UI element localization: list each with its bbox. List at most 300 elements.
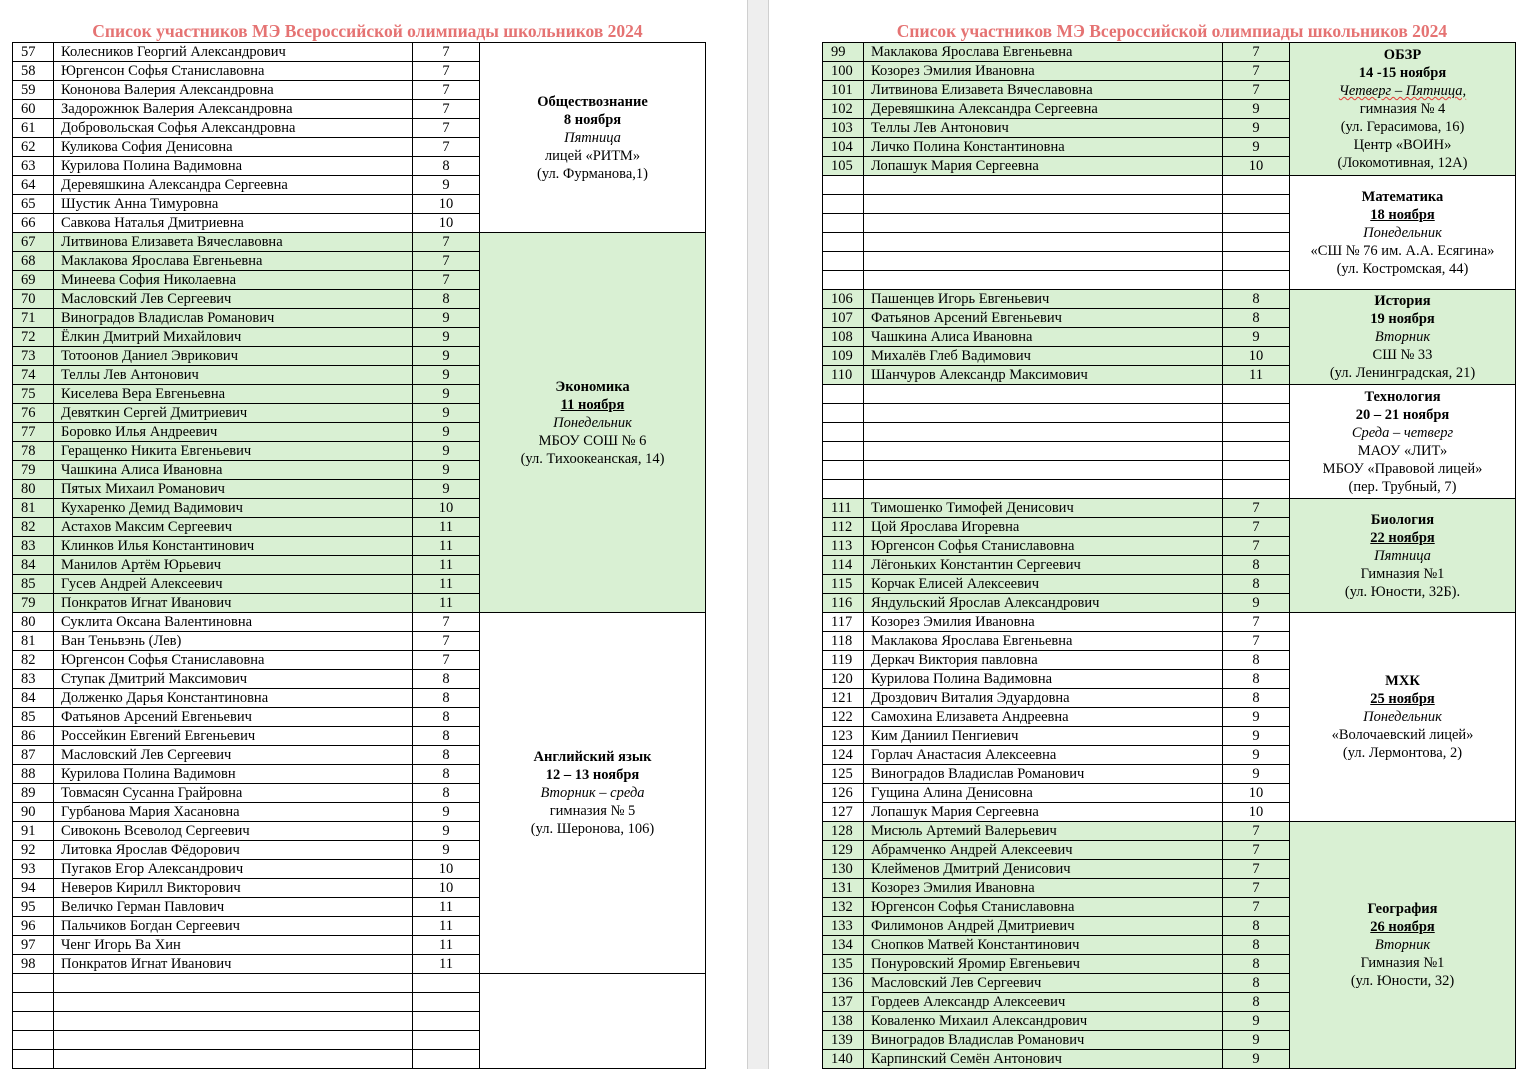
row-number: 59 (13, 81, 54, 100)
row-number: 80 (13, 480, 54, 499)
grade: 7 (413, 81, 480, 100)
olympiad-info-line: Вторник – среда (540, 785, 645, 801)
grade: 7 (413, 252, 480, 271)
table-row (13, 233, 706, 252)
olympiad-info-line: 12 – 13 ноября (545, 767, 640, 783)
grade: 9 (413, 347, 480, 366)
grade (1223, 404, 1290, 423)
row-number: 62 (13, 138, 54, 157)
row-number: 103 (823, 119, 864, 138)
participant-name: Маклакова Ярослава Евгеньевна (54, 252, 413, 271)
row-number: 80 (13, 613, 54, 632)
participant-name: Девяткин Сергей Дмитриевич (54, 404, 413, 423)
olympiad-info-line: (ул. Тихоокеанская, 14) (520, 450, 665, 467)
participant-name: Суклита Оксана Валентиновна (54, 613, 413, 632)
olympiad-info-line: (ул. Герасимова, 16) (1340, 119, 1465, 135)
olympiad-info-line: Технология (1364, 388, 1441, 405)
row-number: 98 (13, 955, 54, 974)
participant-name (864, 423, 1223, 442)
row-number (823, 480, 864, 499)
participant-name: Козорез Эмилия Ивановна (864, 879, 1223, 898)
grade (1223, 423, 1290, 442)
participant-name (864, 271, 1223, 290)
participant-name: Россейкин Евгений Евгеньевич (54, 727, 413, 746)
grade: 8 (413, 708, 480, 727)
grade: 10 (413, 214, 480, 233)
row-number: 83 (13, 537, 54, 556)
row-number (823, 423, 864, 442)
participant-name: Чашкина Алиса Ивановна (54, 461, 413, 480)
table-row (823, 613, 1516, 632)
olympiad-info-line: 8 ноября (563, 111, 622, 128)
grade: 9 (1223, 594, 1290, 613)
row-number (823, 461, 864, 480)
row-number: 94 (13, 879, 54, 898)
row-number: 76 (13, 404, 54, 423)
row-number: 72 (13, 328, 54, 347)
olympiad-info-line: (ул. Юности, 32) (1350, 973, 1455, 989)
participants-table-right (822, 42, 1516, 1069)
participant-name: Понкратов Игнат Иванович (54, 594, 413, 613)
row-number: 92 (13, 841, 54, 860)
grade: 9 (413, 385, 480, 404)
row-number: 82 (13, 651, 54, 670)
participant-name: Горлач Анастасия Алексеевна (864, 746, 1223, 765)
row-number: 83 (13, 670, 54, 689)
page-gutter (747, 0, 769, 1069)
row-number: 67 (13, 233, 54, 252)
participant-name: Козорез Эмилия Ивановна (864, 62, 1223, 81)
row-number (823, 214, 864, 233)
participant-name: Геращенко Никита Евгеньевич (54, 442, 413, 461)
grade (1223, 480, 1290, 499)
participant-name (864, 480, 1223, 499)
participant-name: Кононова Валерия Александровна (54, 81, 413, 100)
row-number: 128 (823, 822, 864, 841)
row-number: 99 (823, 43, 864, 62)
grade: 8 (1223, 974, 1290, 993)
participant-name: Понуровский Яромир Евгеньевич (864, 955, 1223, 974)
participant-name: Деревяшкина Александра Сергеевна (54, 176, 413, 195)
row-number (823, 233, 864, 252)
row-number: 100 (823, 62, 864, 81)
participant-name: Юргенсон Софья Станиславовна (864, 537, 1223, 556)
participant-name: Виноградов Владислав Романович (864, 765, 1223, 784)
row-number (13, 993, 54, 1012)
participant-name: Козорез Эмилия Ивановна (864, 613, 1223, 632)
olympiad-info-line: 19 ноября (1370, 311, 1435, 327)
grade: 9 (1223, 1031, 1290, 1050)
grade (413, 993, 480, 1012)
grade: 9 (1223, 328, 1290, 347)
olympiad-info-line: География (1367, 901, 1438, 917)
row-number: 58 (13, 62, 54, 81)
grade: 8 (413, 157, 480, 176)
row-number: 105 (823, 157, 864, 176)
grade: 10 (413, 879, 480, 898)
olympiad-info-line: (ул. Костромская, 44) (1336, 260, 1469, 277)
grade: 7 (1223, 632, 1290, 651)
participant-name: Кухаренко Демид Вадимович (54, 499, 413, 518)
olympiad-info-line: Четверг – Пятница, (1338, 83, 1467, 99)
olympiad-info-line: гимназия № 4 (1359, 101, 1446, 117)
row-number: 139 (823, 1031, 864, 1050)
olympiad-info-line: (пер. Трубный, 7) (1348, 478, 1457, 495)
participant-name (54, 1031, 413, 1050)
row-number: 127 (823, 803, 864, 822)
row-number: 82 (13, 518, 54, 537)
grade: 8 (413, 746, 480, 765)
table-row (823, 176, 1516, 195)
row-number: 119 (823, 651, 864, 670)
grade: 7 (1223, 43, 1290, 62)
grade: 11 (413, 936, 480, 955)
grade (1223, 461, 1290, 480)
row-number: 66 (13, 214, 54, 233)
olympiad-info-line: 18 ноября (1370, 206, 1435, 223)
row-number (13, 1050, 54, 1069)
row-number: 131 (823, 879, 864, 898)
page-title-right: Список участников МЭ Всероссийской олимпиады школьников 2024 (896, 21, 1448, 41)
grade: 9 (413, 366, 480, 385)
row-number: 88 (13, 765, 54, 784)
olympiad-info-line: Гимназия №1 (1360, 955, 1445, 971)
row-number: 84 (13, 556, 54, 575)
table-row (823, 43, 1516, 62)
participant-name: Боровко Илья Андреевич (54, 423, 413, 442)
olympiad-info-line: Биология (1370, 511, 1435, 528)
grade (1223, 271, 1290, 290)
participant-name: Куликова София Денисовна (54, 138, 413, 157)
participant-name: Неверов Кирилл Викторович (54, 879, 413, 898)
row-number: 126 (823, 784, 864, 803)
participant-name: Маклакова Ярослава Евгеньевна (864, 632, 1223, 651)
participant-name (864, 461, 1223, 480)
grade: 7 (1223, 822, 1290, 841)
participant-name: Самохина Елизавета Андреевна (864, 708, 1223, 727)
olympiad-info (480, 974, 706, 1069)
row-number: 69 (13, 271, 54, 290)
olympiad-info (1290, 385, 1516, 499)
participant-name: Личко Полина Константиновна (864, 138, 1223, 157)
row-number: 71 (13, 309, 54, 328)
row-number: 110 (823, 366, 864, 385)
participant-name: Киселева Вера Евгеньевна (54, 385, 413, 404)
grade: 8 (413, 727, 480, 746)
row-number: 118 (823, 632, 864, 651)
row-number: 57 (13, 43, 54, 62)
participant-name: Цой Ярослава Игоревна (864, 518, 1223, 537)
participant-name: Юргенсон Софья Станиславовна (54, 651, 413, 670)
olympiad-info-line: МБОУ «Правовой лицей» (1322, 460, 1483, 477)
participant-name: Литовка Ярослав Фёдорович (54, 841, 413, 860)
participant-name: Корчак Елисей Алексеевич (864, 575, 1223, 594)
table-row (823, 822, 1516, 841)
grade: 7 (1223, 860, 1290, 879)
participant-name (54, 974, 413, 993)
participant-name: Маклакова Ярослава Евгеньевна (864, 43, 1223, 62)
row-number: 65 (13, 195, 54, 214)
grade (1223, 385, 1290, 404)
olympiad-info-line: (ул. Юности, 32Б). (1344, 583, 1461, 600)
grade: 9 (1223, 1012, 1290, 1031)
row-number (823, 271, 864, 290)
olympiad-info-line: Центр «ВОИН» (1353, 137, 1452, 153)
grade: 10 (1223, 157, 1290, 176)
participant-name: Гордеев Александр Алексеевич (864, 993, 1223, 1012)
page-title: Список участников МЭ Всероссийской олимпиады школьников 2024 (92, 21, 643, 41)
olympiad-info-line: (ул. Фурманова,1) (537, 165, 648, 182)
participant-name: Гурбанова Мария Хасановна (54, 803, 413, 822)
participant-name: Понкратов Игнат Иванович (54, 955, 413, 974)
olympiad-info-line: СШ № 33 (1372, 347, 1433, 363)
row-number: 97 (13, 936, 54, 955)
row-number: 117 (823, 613, 864, 632)
row-number: 73 (13, 347, 54, 366)
row-number: 122 (823, 708, 864, 727)
olympiad-info-line: 22 ноября (1370, 529, 1435, 546)
participant-name: Лопашук Мария Сергеевна (864, 157, 1223, 176)
grade: 9 (413, 176, 480, 195)
grade: 10 (413, 499, 480, 518)
row-number: 85 (13, 708, 54, 727)
row-number (823, 252, 864, 271)
grade: 9 (413, 480, 480, 499)
grade: 9 (413, 328, 480, 347)
participant-name: Астахов Максим Сергеевич (54, 518, 413, 537)
grade: 9 (413, 442, 480, 461)
participant-name: Яндульский Ярослав Александрович (864, 594, 1223, 613)
grade: 11 (413, 917, 480, 936)
grade: 7 (1223, 879, 1290, 898)
olympiad-info-line: (ул. Шеронова, 106) (530, 821, 655, 837)
grade: 10 (1223, 347, 1290, 366)
grade (413, 1031, 480, 1050)
participant-name (864, 404, 1223, 423)
row-number: 107 (823, 309, 864, 328)
grade (1223, 214, 1290, 233)
grade: 7 (413, 651, 480, 670)
grade (1223, 442, 1290, 461)
participant-name: Виноградов Владислав Романович (54, 309, 413, 328)
row-number: 108 (823, 328, 864, 347)
participant-name: Фатьянов Арсений Евгеньевич (54, 708, 413, 727)
row-number (13, 974, 54, 993)
grade: 7 (1223, 537, 1290, 556)
grade: 8 (413, 670, 480, 689)
participant-name (864, 442, 1223, 461)
grade: 8 (413, 290, 480, 309)
row-number: 60 (13, 100, 54, 119)
row-number: 74 (13, 366, 54, 385)
olympiad-info-line: 14 -15 ноября (1358, 65, 1447, 81)
row-number (823, 176, 864, 195)
row-number: 123 (823, 727, 864, 746)
grade: 11 (413, 594, 480, 613)
participant-name: Лёгоньких Константин Сергеевич (864, 556, 1223, 575)
participant-name: Литвинова Елизавета Вячеславовна (864, 81, 1223, 100)
grade: 8 (1223, 309, 1290, 328)
participant-name: Масловский Лев Сергеевич (54, 746, 413, 765)
row-number: 79 (13, 594, 54, 613)
olympiad-info-line: Среда – четверг (1351, 424, 1454, 441)
grade: 8 (1223, 993, 1290, 1012)
grade: 10 (1223, 803, 1290, 822)
row-number: 64 (13, 176, 54, 195)
grade (413, 1050, 480, 1069)
row-number (823, 404, 864, 423)
grade: 9 (1223, 138, 1290, 157)
grade: 7 (1223, 81, 1290, 100)
row-number: 114 (823, 556, 864, 575)
row-number: 95 (13, 898, 54, 917)
olympiad-info-line: лицей «РИТМ» (544, 147, 641, 164)
grade: 9 (413, 404, 480, 423)
participant-name: Дроздович Виталия Эдуардовна (864, 689, 1223, 708)
participant-name: Гусев Андрей Алексеевич (54, 575, 413, 594)
participant-name: Долженко Дарья Константиновна (54, 689, 413, 708)
olympiad-info-line: Английский язык (533, 749, 652, 765)
row-number: 111 (823, 499, 864, 518)
participant-name (864, 252, 1223, 271)
row-number: 84 (13, 689, 54, 708)
participant-name: Ступак Дмитрий Максимович (54, 670, 413, 689)
row-number: 132 (823, 898, 864, 917)
grade: 7 (413, 138, 480, 157)
grade: 11 (413, 898, 480, 917)
grade: 8 (413, 689, 480, 708)
participant-name: Тотоонов Даниел Эврикович (54, 347, 413, 366)
olympiad-info (1290, 290, 1516, 385)
participant-name: Пугаков Егор Александрович (54, 860, 413, 879)
participant-name: Сивоконь Всеволод Сергеевич (54, 822, 413, 841)
row-number: 75 (13, 385, 54, 404)
grade: 8 (1223, 290, 1290, 309)
row-number: 115 (823, 575, 864, 594)
participant-name: Шустик Анна Тимуровна (54, 195, 413, 214)
olympiad-info-line: Экономика (555, 378, 630, 395)
grade: 7 (413, 632, 480, 651)
participant-name (864, 176, 1223, 195)
grade: 9 (413, 423, 480, 442)
row-number: 87 (13, 746, 54, 765)
participant-name: Фатьянов Арсений Евгеньевич (864, 309, 1223, 328)
row-number: 124 (823, 746, 864, 765)
participant-name: Мисюль Артемий Валерьевич (864, 822, 1223, 841)
grade: 7 (413, 43, 480, 62)
grade: 11 (413, 556, 480, 575)
table-row (823, 499, 1516, 518)
row-number: 129 (823, 841, 864, 860)
olympiad-info (1290, 499, 1516, 613)
participant-name: Теллы Лев Антонович (54, 366, 413, 385)
olympiad-info-line: Пятница (1374, 547, 1431, 564)
grade (413, 974, 480, 993)
row-number (13, 1031, 54, 1050)
grade: 10 (413, 195, 480, 214)
row-number (823, 385, 864, 404)
olympiad-info-line: МХК (1385, 673, 1420, 689)
grade: 9 (413, 803, 480, 822)
participant-name: Тимошенко Тимофей Денисович (864, 499, 1223, 518)
participant-name: Масловский Лев Сергеевич (54, 290, 413, 309)
row-number: 140 (823, 1050, 864, 1069)
grade: 11 (413, 537, 480, 556)
olympiad-info-line: 25 ноября (1370, 691, 1435, 707)
participant-name: Задорожнюк Валерия Александровна (54, 100, 413, 119)
grade: 9 (1223, 100, 1290, 119)
row-number: 102 (823, 100, 864, 119)
olympiad-info (480, 43, 706, 233)
participant-name: Пальчиков Богдан Сергеевич (54, 917, 413, 936)
olympiad-info-line: Математика (1361, 188, 1444, 205)
grade: 7 (413, 613, 480, 632)
participant-name: Курилова Полина Вадимовна (54, 157, 413, 176)
olympiad-info (1290, 176, 1516, 290)
grade: 11 (413, 518, 480, 537)
grade: 9 (413, 461, 480, 480)
grade: 7 (1223, 841, 1290, 860)
row-number: 78 (13, 442, 54, 461)
olympiad-info (480, 613, 706, 974)
grade: 7 (1223, 518, 1290, 537)
participant-name: Абрамченко Андрей Алексеевич (864, 841, 1223, 860)
grade: 11 (1223, 366, 1290, 385)
olympiad-info-line: Понедельник (1363, 224, 1442, 241)
row-number (823, 442, 864, 461)
grade (1223, 195, 1290, 214)
row-number: 85 (13, 575, 54, 594)
row-number: 89 (13, 784, 54, 803)
participant-name: Савкова Наталья Дмитриевна (54, 214, 413, 233)
grade: 9 (1223, 119, 1290, 138)
row-number: 113 (823, 537, 864, 556)
participant-name: Виноградов Владислав Романович (864, 1031, 1223, 1050)
table-row (13, 43, 706, 62)
grade: 7 (413, 233, 480, 252)
grade: 9 (1223, 708, 1290, 727)
row-number: 116 (823, 594, 864, 613)
olympiad-info (1290, 613, 1516, 822)
olympiad-info-line: (ул. Ленинградская, 21) (1329, 365, 1476, 381)
grade (1223, 176, 1290, 195)
grade: 7 (1223, 62, 1290, 81)
row-number: 130 (823, 860, 864, 879)
olympiad-info-line: «Волочаевский лицей» (1331, 727, 1474, 743)
participant-name: Колесников Георгий Александрович (54, 43, 413, 62)
grade: 8 (1223, 917, 1290, 936)
table-row (13, 613, 706, 632)
participant-name: Товмасян Сусанна Грайровна (54, 784, 413, 803)
grade: 7 (1223, 613, 1290, 632)
grade: 11 (413, 575, 480, 594)
grade: 7 (413, 100, 480, 119)
participant-name: Пятых Михаил Романович (54, 480, 413, 499)
olympiad-info (1290, 43, 1516, 176)
row-number: 90 (13, 803, 54, 822)
row-number: 91 (13, 822, 54, 841)
participant-name: Ёлкин Дмитрий Михайлович (54, 328, 413, 347)
row-number: 133 (823, 917, 864, 936)
grade: 9 (1223, 746, 1290, 765)
grade: 10 (413, 860, 480, 879)
grade: 11 (413, 955, 480, 974)
grade: 7 (413, 119, 480, 138)
row-number: 77 (13, 423, 54, 442)
row-number: 136 (823, 974, 864, 993)
grade: 7 (1223, 898, 1290, 917)
olympiad-info-line: гимназия № 5 (549, 803, 636, 819)
